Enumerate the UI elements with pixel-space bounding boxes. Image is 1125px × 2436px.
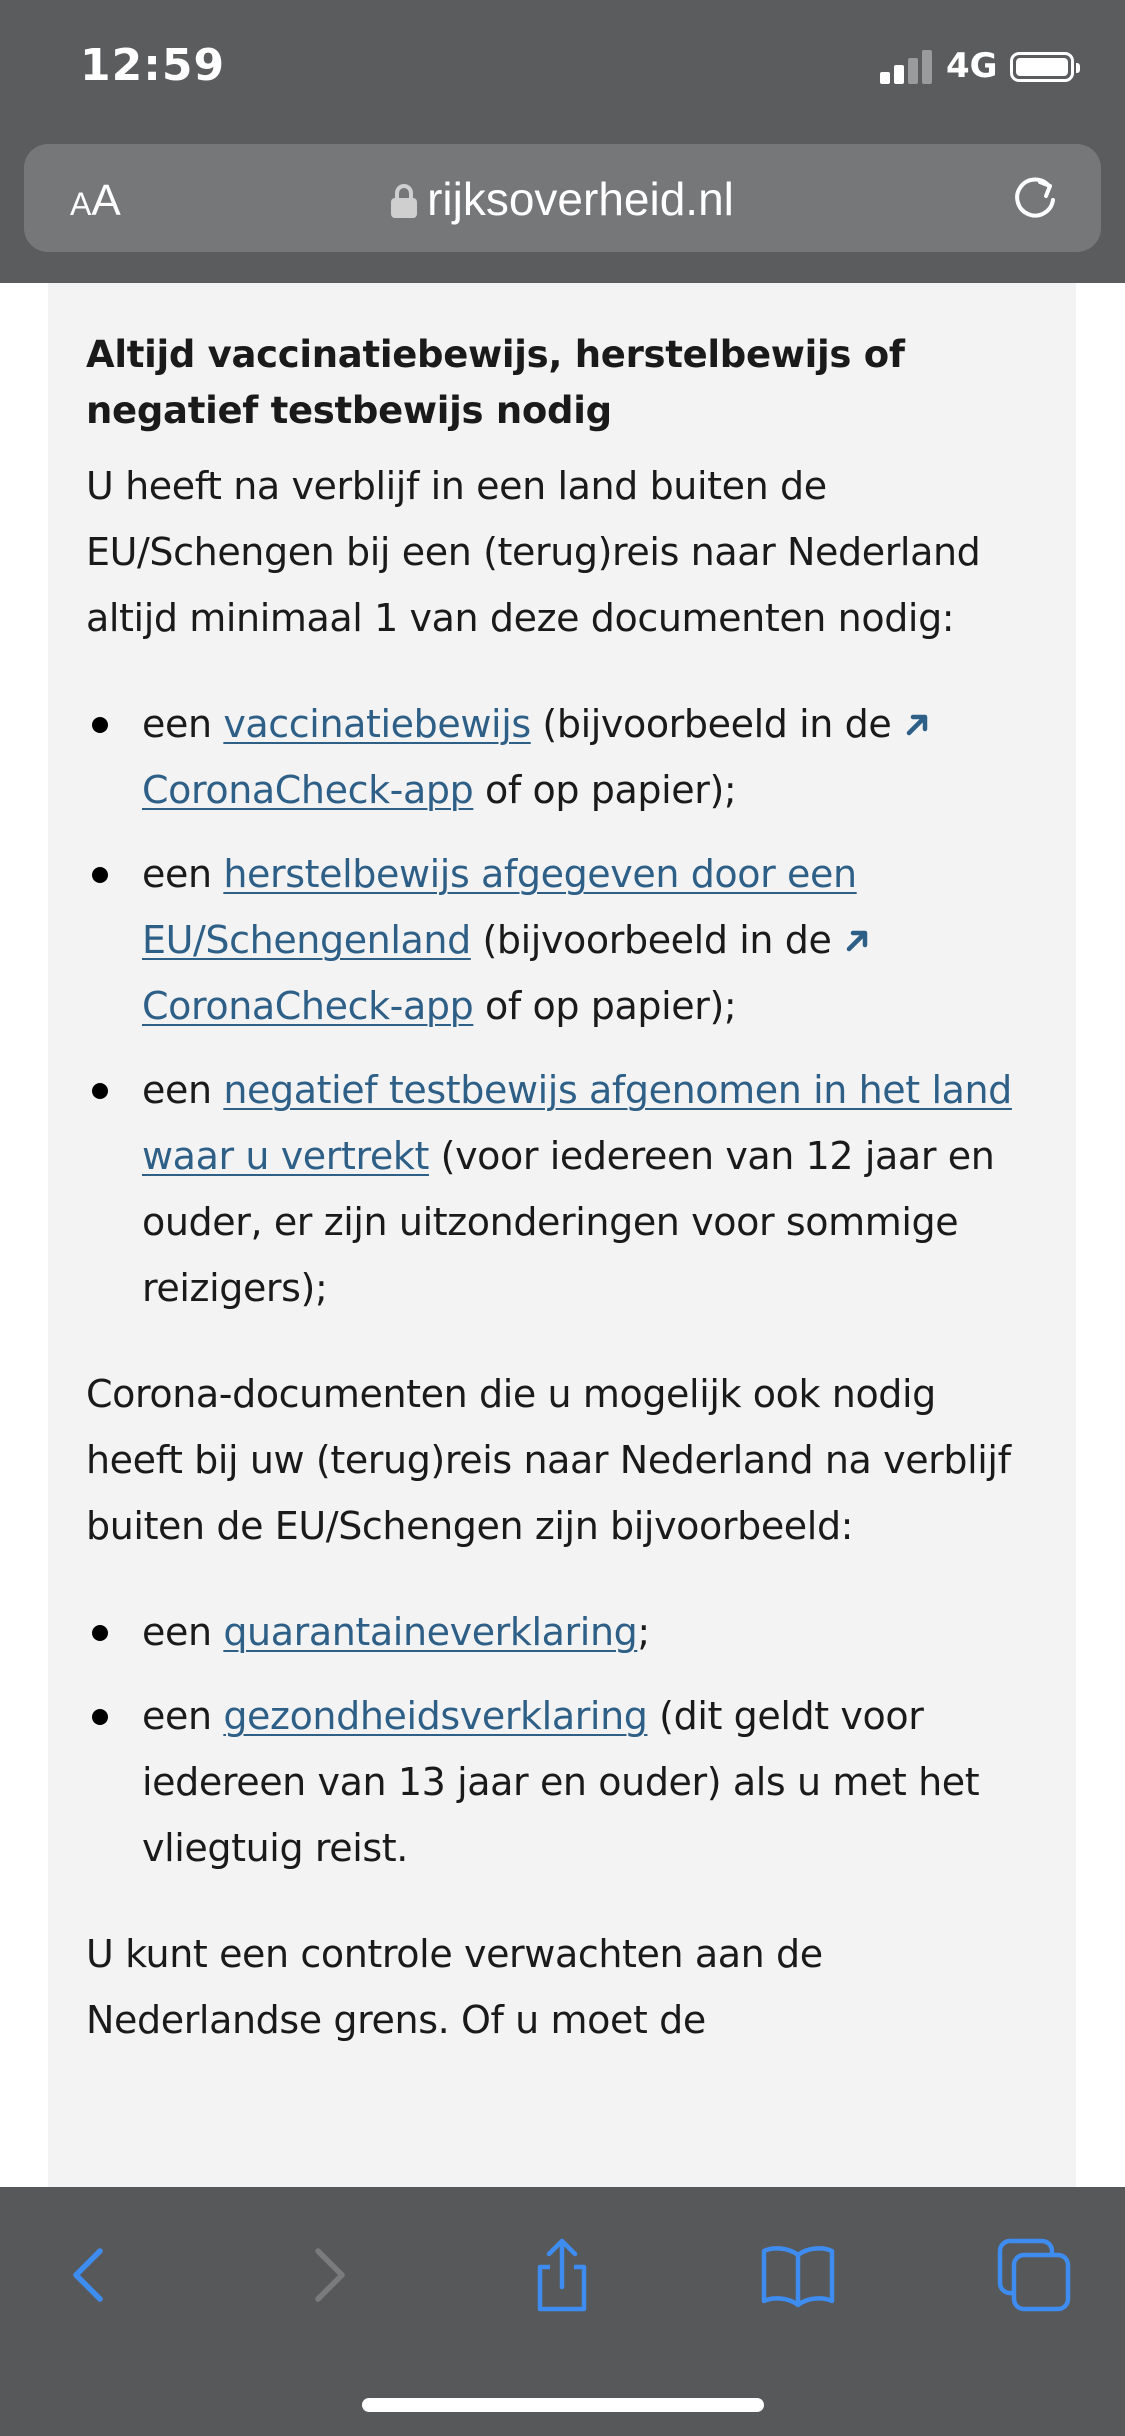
chevron-left-icon[interactable] [50,2235,130,2315]
coronacheck-app-link[interactable]: CoronaCheck-app [142,984,474,1028]
list-item: een quarantaineverklaring; [86,1599,1016,1665]
closing-paragraph: U kunt een controle verwachten aan de Nederlandse grens. Of u moet de [86,1932,823,2042]
quarantaineverklaring-link[interactable]: quarantaineverklaring [223,1610,638,1654]
tabs-icon[interactable] [994,2235,1074,2315]
reload-icon[interactable] [1009,172,1061,224]
list-item: een herstelbewijs afgegeven door een EU/Schengenland (bijvoorbeeld in de CoronaCheck-app of op papier); [86,841,1016,1039]
battery-icon [1010,52,1074,82]
url-display[interactable] [24,172,1101,226]
section-heading: Altijd vaccinatiebewijs, herstelbewijs of negatief testbewijs nodig [86,333,905,432]
cellular-signal-icon [880,50,934,84]
intro-paragraph: U heeft na verblijf in een land buiten de EU/Schengen bij een (terug)reis naar Nederland altijd minimaal 1 van deze documenten nodig: [86,464,981,640]
external-link-icon [843,925,873,955]
external-link-icon [903,709,933,739]
chevron-right-icon[interactable] [288,2235,368,2315]
content-card [48,283,1076,2187]
address-bar[interactable] [24,144,1101,252]
coronacheck-app-link[interactable]: CoronaCheck-app [142,768,474,812]
list-item: een gezondheidsverklaring (dit geldt voor iedereen van 13 jaar en ouder) als u met het vliegtuig reist. [86,1683,1016,1881]
required-documents-list [86,691,1016,1321]
list-item: een negatief testbewijs afgenomen in het land waar u vertrekt (voor iedereen van 12 jaar en ouder, er zijn uitzonderingen voor sommige reizigers); [86,1057,1016,1321]
lock-icon [391,184,417,218]
book-icon[interactable] [758,2235,838,2315]
negatief-testbewijs-link[interactable]: negatief testbewijs afgenomen in het land waar u vertrekt [142,1068,1012,1178]
optional-documents-intro: Corona-documenten die u mogelijk ook nodig heeft bij uw (terug)reis naar Nederland na verblijf buiten de EU/Schengen zijn bijvoorbeeld: [86,1372,1011,1548]
share-icon[interactable] [522,2235,602,2315]
url-domain: rijksoverheid.nl [427,173,734,225]
text-size-button[interactable]: AA [70,176,121,225]
optional-documents-list [86,1599,1016,1881]
network-type: 4G [946,46,998,86]
article [86,327,1016,2093]
status-time: 12:59 [80,40,226,91]
browser-top-chrome [0,0,1125,283]
herstelbewijs-link[interactable]: herstelbewijs afgegeven door een EU/Schengenland [142,852,857,962]
vaccinatiebewijs-link[interactable]: vaccinatiebewijs [223,702,531,746]
home-indicator[interactable] [362,2398,764,2412]
status-bar [0,0,1125,140]
gezondheidsverklaring-link[interactable]: gezondheidsverklaring [223,1694,648,1738]
list-item: een vaccinatiebewijs (bijvoorbeeld in de CoronaCheck-app of op papier); [86,691,1016,823]
